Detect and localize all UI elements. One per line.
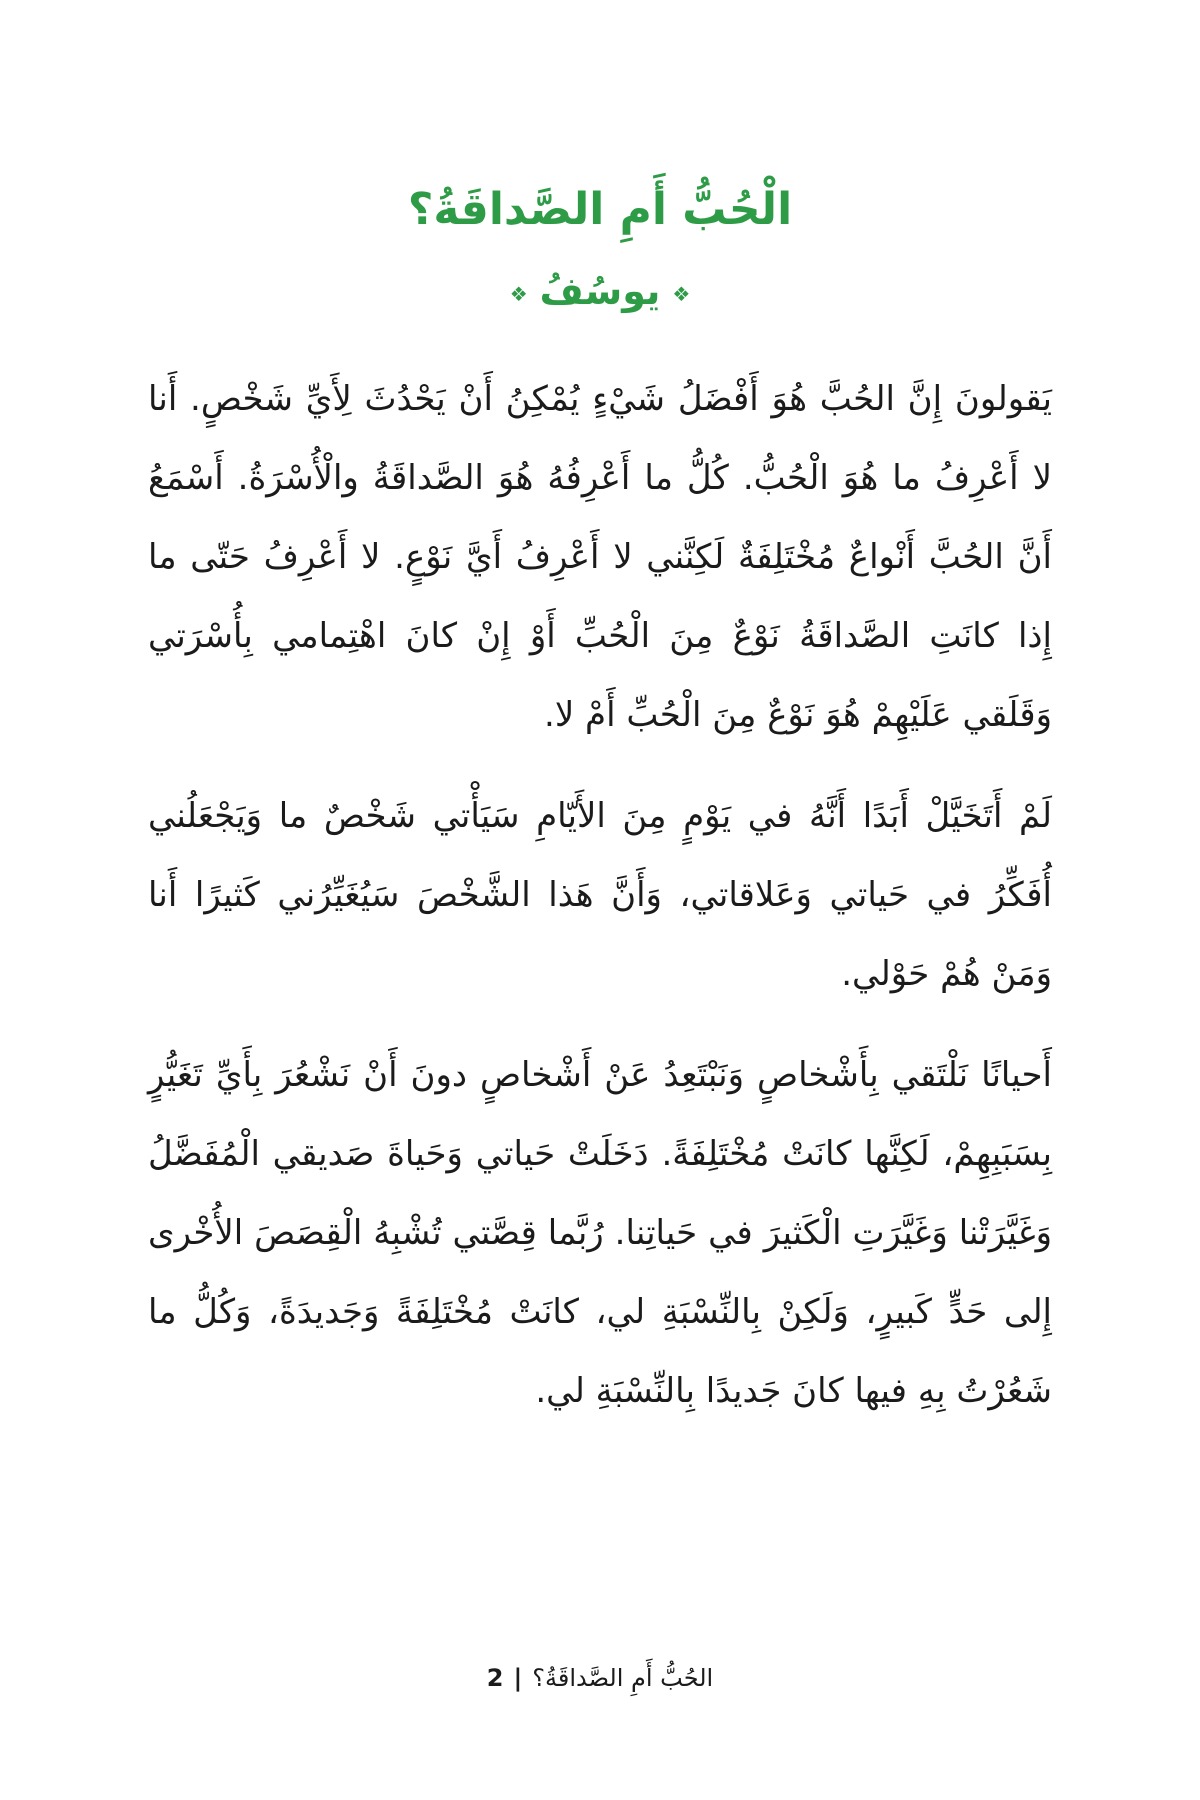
story-body xyxy=(148,360,1052,1453)
author-name: يوسُفُ xyxy=(539,269,661,313)
footer-separator: | xyxy=(513,1664,523,1692)
paragraph-1: يَقولونَ إِنَّ الحُبَّ هُوَ أَفْضَلُ شَيْءٍ يُمْكِنُ أَنْ يَحْدُثَ لِأَيِّ شَخْصٍ. أَنا لا أَعْرِفُ ما هُوَ الْحُبُّ. كُلُّ ما أَعْرِفُهُ هُوَ الصَّداقَةُ والْأُسْرَةُ. أَسْمَعُ أَنَّ الحُبَّ أَنْواعٌ مُخْتَلِفَةٌ لَكِنَّني لا أَعْرِفُ أَيَّ نَوْعٍ. لا أَعْرِفُ حَتّى ما إِذا كانَتِ الصَّداقَةُ نَوْعٌ مِنَ الْحُبِّ أَوْ إِنْ كانَ اهْتِمامي بِأُسْرَتي وَقَلَقي عَلَيْهِمْ هُوَ نَوْعٌ مِنَ الْحُبِّ أَمْ لا. xyxy=(148,379,1052,735)
paragraph-2: لَمْ أَتَخَيَّلْ أَبَدًا أَنَّهُ في يَوْمٍ مِنَ الأَيّامِ سَيَأْتي شَخْصٌ ما وَيَجْعَلُني أُفَكِّرُ في حَياتي وَعَلاقاتي، وَأَنَّ هَذا الشَّخْصَ سَيُغَيِّرُني كَثيرًا أَنا وَمَنْ هُمْ حَوْلي. xyxy=(148,796,1052,994)
page-footer xyxy=(0,1662,1200,1696)
ornament-right-icon: ❖ xyxy=(672,281,691,306)
page-title: الْحُبُّ أَمِ الصَّداقَةُ؟ xyxy=(407,184,793,236)
author-line xyxy=(0,265,1200,318)
page-number: 2 xyxy=(486,1664,504,1692)
footer-title: الحُبُّ أَمِ الصَّداقَةُ؟ xyxy=(532,1664,714,1692)
ornament-left-icon: ❖ xyxy=(509,281,528,306)
paragraph-3: أَحيانًا نَلْتَقي بِأَشْخاصٍ وَنَبْتَعِدُ عَنْ أَشْخاصٍ دونَ أَنْ نَشْعُرَ بِأَيِّ تَغَيُّرٍ بِسَبَبِهِمْ، لَكِنَّها كانَتْ مُخْتَلِفَةً. دَخَلَتْ حَياتي وَحَياةَ صَديقي الْمُفَضَّلُ وَغَيَّرَتْنا وَغَيَّرَتِ الْكَثيرَ في حَياتِنا. رُبَّما قِصَّتي تُشْبِهُ الْقِصَصَ الأُخْرى إِلى حَدٍّ كَبيرٍ، وَلَكِنْ بِالنِّسْبَةِ لي، كانَتْ مُخْتَلِفَةً وَجَديدَةً، وَكُلُّ ما شَعُرْتُ بِهِ فيها كانَ جَديدًا بِالنِّسْبَةِ لي. xyxy=(148,1055,1052,1411)
